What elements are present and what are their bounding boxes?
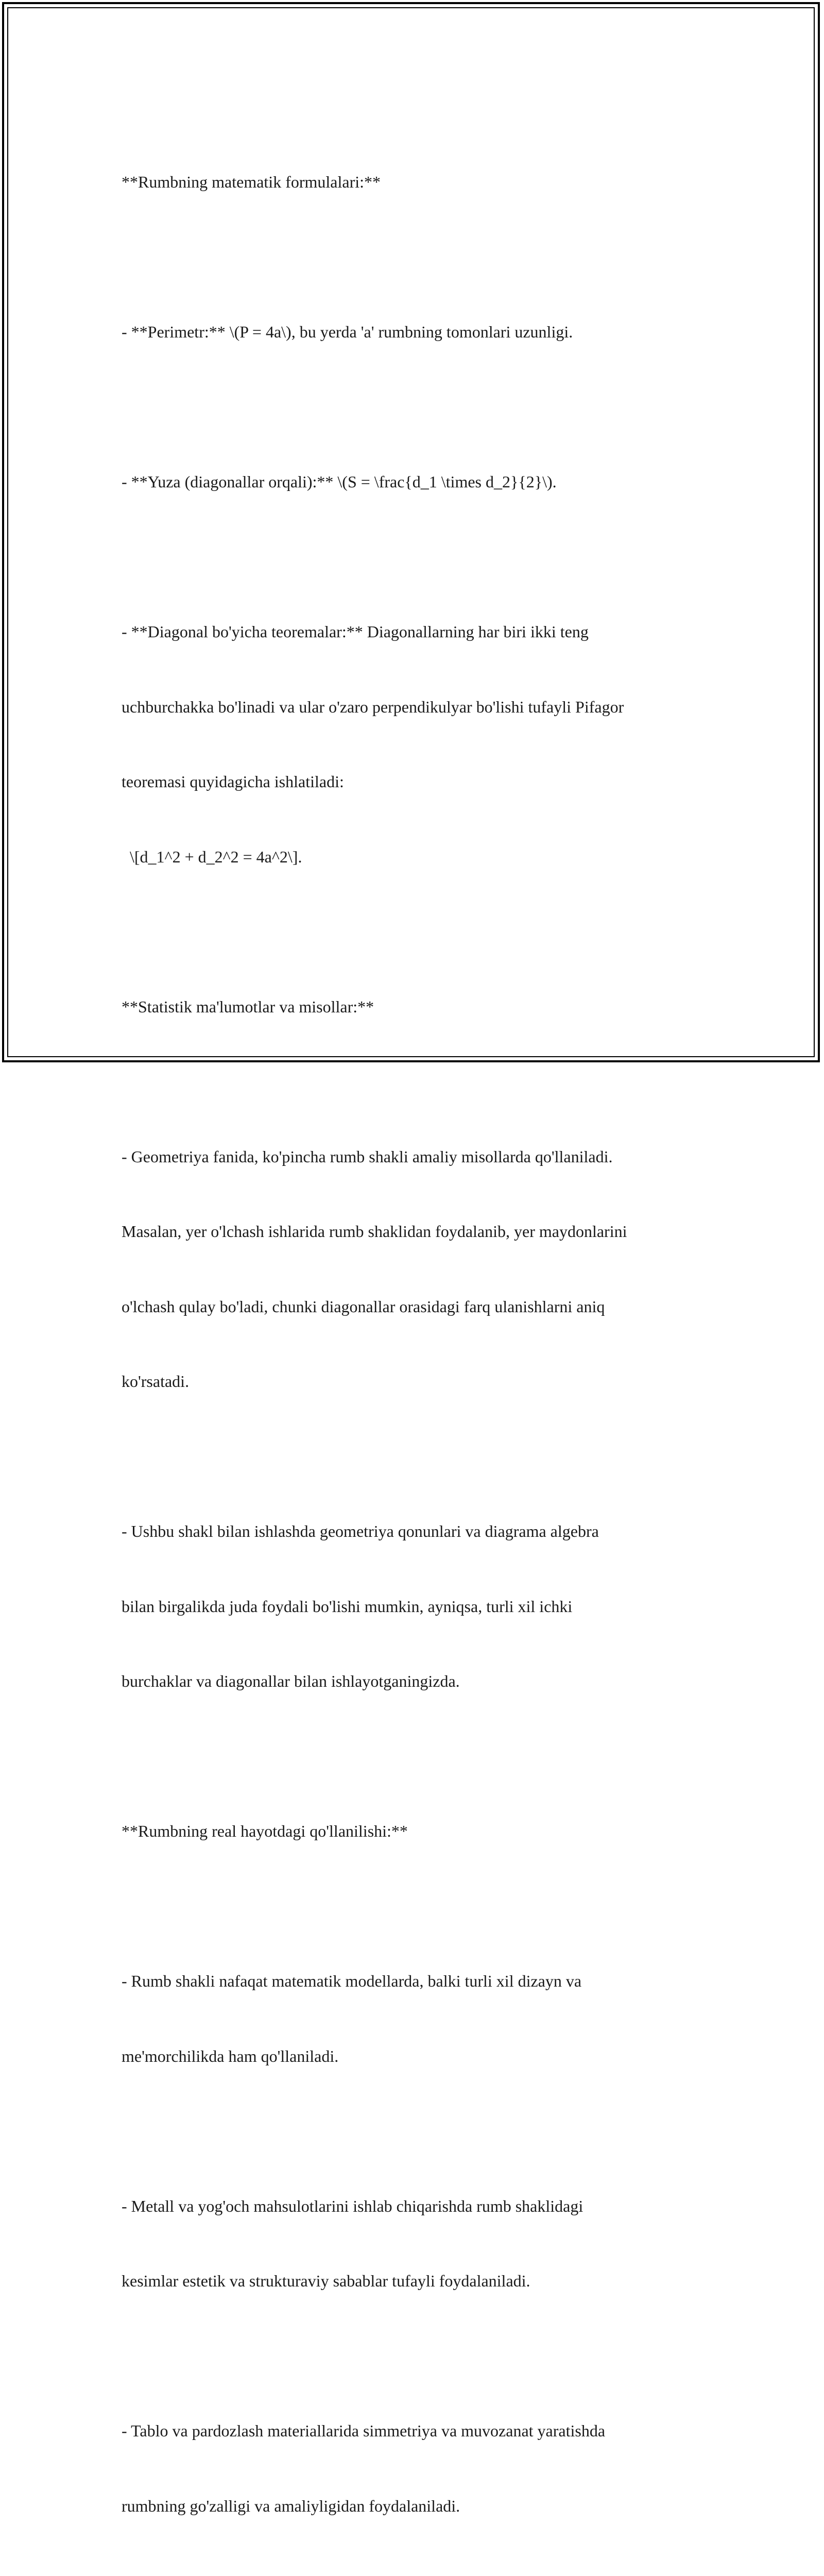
text-line: me'morchilikda ham qo'llaniladi.	[122, 2046, 339, 2065]
text-line: - **Yuza (diagonallar orqali):** \(S = \frac{d_1 \times d_2}{2}\).	[122, 472, 557, 491]
list-item-design	[122, 1919, 714, 2119]
text-line: bilan birgalikda juda foydali bo'lishi mumkin, ayniqsa, turli xil ichki	[122, 1597, 573, 1616]
formula-line: \[d_1^2 + d_2^2 = 4a^2\].	[122, 847, 302, 866]
text-line: - **Perimetr:** \(P = 4a\), bu yerda 'a' rumbning tomonlari uzunligi.	[122, 323, 573, 341]
list-item-manufacturing	[122, 2144, 714, 2344]
text-line: **Rumbning matematik formulalari:**	[122, 173, 381, 191]
document-body	[122, 120, 714, 2576]
text-line: Masalan, yer o'lchash ishlarida rumb shaklidan foydalanib, yer maydonlarini	[122, 1222, 627, 1241]
text-line: kesimlar estetik va strukturaviy sabablar tufayli foydalaniladi.	[122, 2272, 530, 2290]
text-line: ko'rsatadi.	[122, 1372, 190, 1391]
text-line: - Tablo va pardozlash materiallarida simmetriya va muvozanat yaratishda	[122, 2421, 606, 2440]
heading-real-life	[122, 1769, 714, 1894]
text-line: burchaklar va diagonallar bilan ishlayotganingizda.	[122, 1672, 460, 1690]
heading-formulas	[122, 120, 714, 245]
list-item-algebra	[122, 1469, 714, 1744]
list-item-geometry-examples	[122, 1094, 714, 1444]
text-line: teoremasi quyidagicha ishlatiladi:	[122, 772, 344, 791]
list-item-perimeter	[122, 269, 714, 395]
text-line: uchburchakka bo'linadi va ular o'zaro perpendikulyar bo'lishi tufayli Pifagor	[122, 697, 624, 716]
text-line: - Geometriya fanida, ko'pincha rumb shakli amaliy misollarda qo'llaniladi.	[122, 1147, 613, 1166]
text-line: - **Diagonal bo'yicha teoremalar:** Diagonallarning har biri ikki teng	[122, 622, 589, 641]
text-line: rumbning go'zalligi va amaliyligidan foydalaniladi.	[122, 2496, 460, 2515]
text-line: **Rumbning real hayotdagi qo'llanilishi:**	[122, 1822, 408, 1840]
text-line: - Rumb shakli nafaqat matematik modellarda, balki turli xil dizayn va	[122, 1972, 582, 1990]
list-item-diagonal-theorems	[122, 569, 714, 919]
list-item-area	[122, 419, 714, 545]
text-line: **Statistik ma'lumotlar va misollar:**	[122, 997, 374, 1016]
heading-statistics	[122, 944, 714, 1070]
text-line: - Metall va yog'och mahsulotlarini ishlab chiqarishda rumb shaklidagi	[122, 2196, 583, 2215]
text-line: o'lchash qulay bo'ladi, chunki diagonallar orasidagi farq ulanishlarni aniq	[122, 1297, 605, 1316]
text-line: - Ushbu shakl bilan ishlashda geometriya qonunlari va diagrama algebra	[122, 1522, 599, 1540]
list-item-finishing	[122, 2368, 714, 2568]
